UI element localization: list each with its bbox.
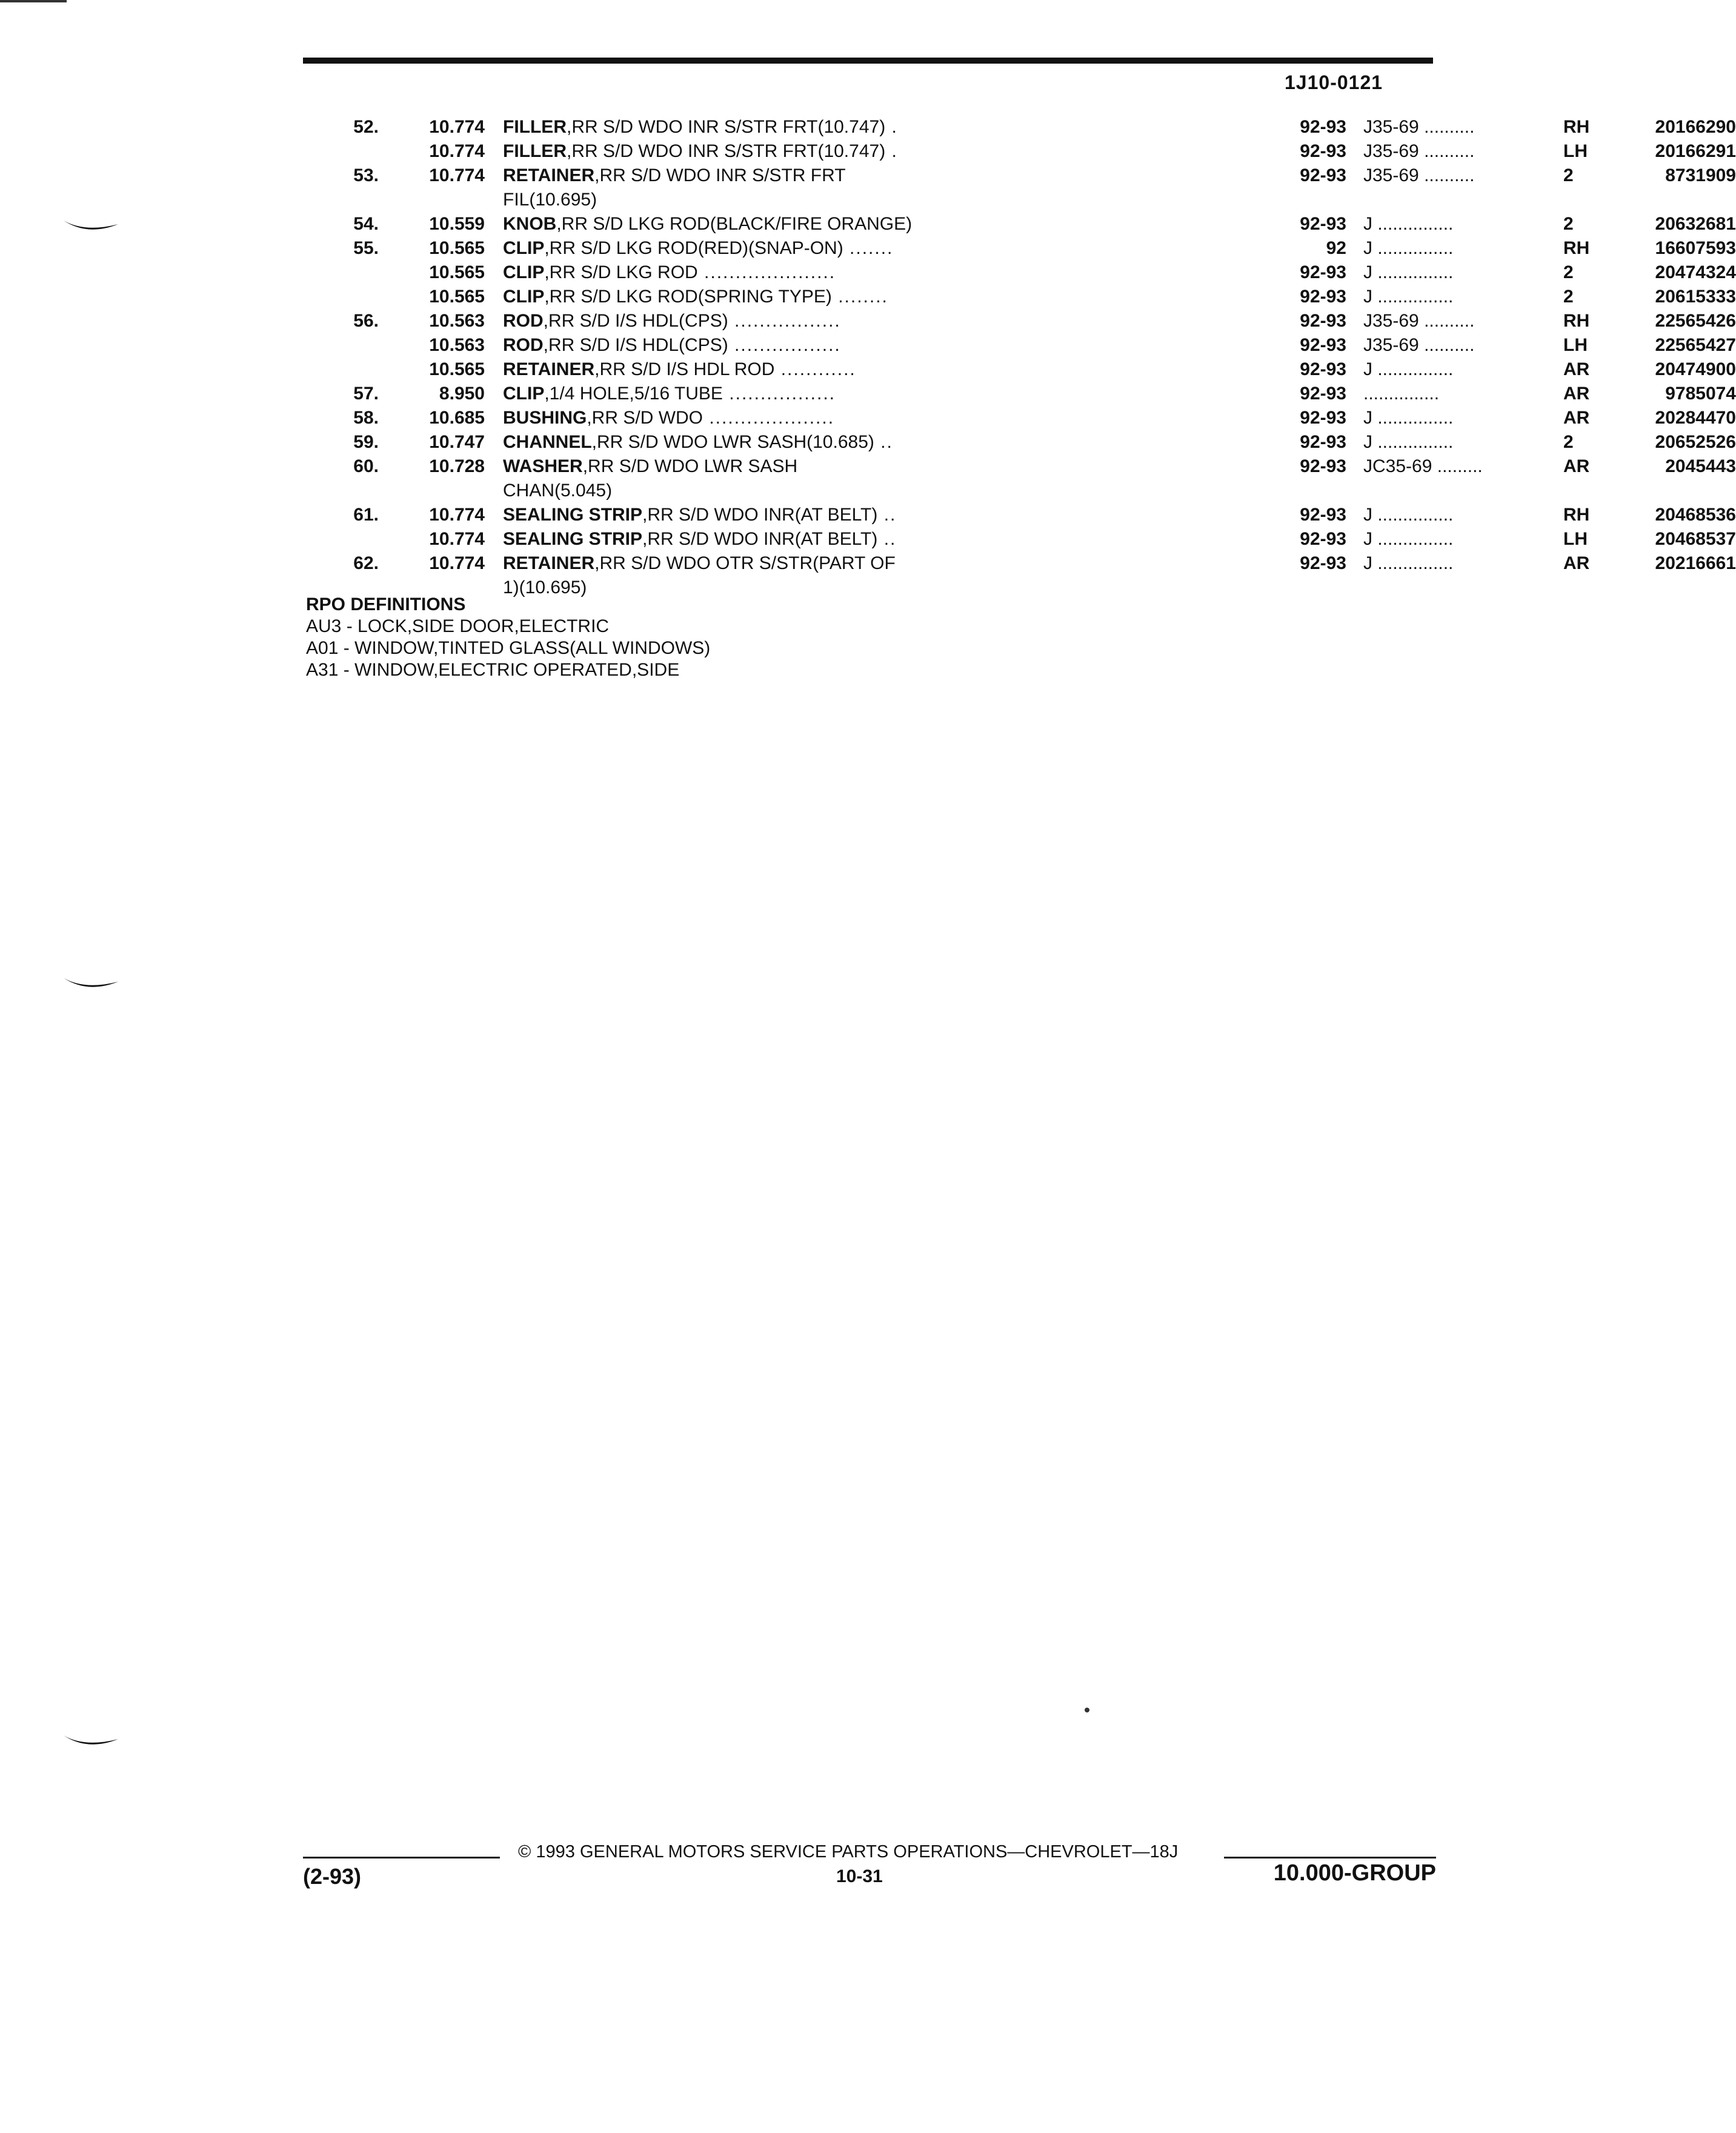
copyright-notice: © 1993 GENERAL MOTORS SERVICE PARTS OPERATIONS—CHEVROLET—18J — [518, 1842, 1179, 1862]
part-number: 16607593 — [1655, 238, 1736, 258]
leader-dots: ................. — [728, 311, 841, 331]
part-description: ,RR S/D LKG ROD(SPRING TYPE) — [544, 287, 832, 307]
quantity: LH — [1563, 529, 1588, 549]
description — [503, 164, 1279, 188]
model-year: 92-93 — [1300, 456, 1346, 476]
table-row — [303, 261, 1736, 285]
footer-rule-right — [1224, 1857, 1436, 1858]
part-description: ,RR S/D WDO LWR SASH — [582, 456, 798, 476]
binder-hole-mark-icon — [61, 1733, 121, 1751]
group-number: 8.950 — [439, 384, 485, 404]
leader-dots: .. — [874, 432, 893, 452]
table-row — [303, 430, 1736, 454]
model-year: 92-93 — [1300, 117, 1346, 137]
part-description: FIL(10.695) — [503, 190, 597, 210]
part-number: 20632681 — [1655, 214, 1736, 234]
quantity: AR — [1563, 384, 1590, 404]
part-number: 20474324 — [1655, 262, 1736, 282]
part-description: ,RR S/D I/S HDL(CPS) — [543, 311, 728, 331]
quantity: AR — [1563, 553, 1590, 573]
group-number: 10.565 — [429, 359, 485, 379]
model-year: 92-93 — [1300, 359, 1346, 379]
model-year: 92-93 — [1300, 384, 1346, 404]
part-description: ,RR S/D LKG ROD(BLACK/FIRE ORANGE) — [556, 214, 913, 234]
description — [503, 430, 1279, 454]
table-row — [303, 527, 1736, 551]
description — [503, 188, 1279, 212]
part-description: ,RR S/D LKG ROD — [544, 262, 698, 282]
part-name: RETAINER — [503, 165, 595, 185]
part-name: CLIP — [503, 384, 545, 404]
edition-date: (2-93) — [303, 1864, 362, 1889]
group-number: 10.563 — [429, 335, 485, 355]
leader-dots: ....... — [843, 238, 894, 258]
model-code: J35-69 .......... — [1363, 117, 1475, 137]
part-description: ,RR S/D WDO INR S/STR FRT(10.747) — [567, 117, 886, 137]
group-number: 10.774 — [429, 117, 485, 137]
model-code: J ............... — [1363, 262, 1454, 282]
part-name: CLIP — [503, 238, 545, 258]
model-year: 92-93 — [1300, 553, 1346, 573]
part-description: ,RR S/D WDO INR S/STR FRT(10.747) — [567, 141, 886, 161]
model-code: JC35-69 ......... — [1363, 456, 1483, 476]
part-number: 20216661 — [1655, 553, 1736, 573]
group-number: 10.728 — [429, 456, 485, 476]
part-description: ,RR S/D WDO LWR SASH(10.685) — [591, 432, 874, 452]
rpo-line: AU3 - LOCK,SIDE DOOR,ELECTRIC — [306, 616, 610, 636]
group-number: 10.774 — [429, 165, 485, 185]
quantity: RH — [1563, 238, 1590, 258]
group-number: 10.685 — [429, 408, 485, 428]
quantity: 2 — [1563, 214, 1574, 234]
item-number: 58. — [353, 408, 379, 428]
description — [503, 333, 1279, 358]
description — [503, 358, 1279, 382]
part-description: ,RR S/D WDO OTR S/STR(PART OF — [594, 553, 896, 573]
part-number: 20652526 — [1655, 432, 1736, 452]
item-number: 56. — [353, 311, 379, 331]
model-year: 92-93 — [1300, 165, 1346, 185]
part-number: 20468537 — [1655, 529, 1736, 549]
group-number: 10.774 — [429, 529, 485, 549]
table-row — [303, 212, 1736, 236]
model-year: 92-93 — [1300, 505, 1346, 525]
part-name: ROD — [503, 335, 544, 355]
table-row — [303, 164, 1736, 188]
item-number: 62. — [353, 553, 379, 573]
header-rule — [303, 58, 1433, 64]
model-code: J ............... — [1363, 505, 1454, 525]
item-number: 54. — [353, 214, 379, 234]
description — [503, 503, 1279, 527]
group-label: 10.000-GROUP — [1273, 1860, 1436, 1886]
table-row — [303, 551, 1736, 576]
part-name: KNOB — [503, 214, 557, 234]
part-number: 9785074 — [1665, 384, 1736, 404]
model-code: J ............... — [1363, 238, 1454, 258]
table-row — [303, 309, 1736, 333]
rpo-title: RPO DEFINITIONS — [306, 594, 466, 614]
model-code: J ............... — [1363, 359, 1454, 379]
group-number: 10.565 — [429, 262, 485, 282]
rpo-line: A31 - WINDOW,ELECTRIC OPERATED,SIDE — [306, 660, 680, 680]
part-description: CHAN(5.045) — [503, 481, 613, 501]
table-row-continuation — [303, 479, 1436, 503]
table-row — [303, 139, 1736, 164]
model-code: J ............... — [1363, 432, 1454, 452]
item-number: 55. — [353, 238, 379, 258]
item-number: 53. — [353, 165, 379, 185]
part-description: ,1/4 HOLE,5/16 TUBE — [544, 384, 723, 404]
part-name: SEALING STRIP — [503, 505, 643, 525]
description — [503, 261, 1279, 285]
model-code: J ............... — [1363, 529, 1454, 549]
model-code: J35-69 .......... — [1363, 141, 1475, 161]
table-row — [303, 406, 1736, 430]
item-number: 61. — [353, 505, 379, 525]
table-row — [303, 454, 1736, 479]
part-number: 22565427 — [1655, 335, 1736, 355]
part-description: ,RR S/D WDO INR(AT BELT) — [642, 529, 878, 549]
part-description: ,RR S/D I/S HDL ROD — [594, 359, 775, 379]
item-number: 57. — [353, 384, 379, 404]
description — [503, 285, 1279, 309]
part-number: 20166290 — [1655, 117, 1736, 137]
part-name: CLIP — [503, 262, 545, 282]
part-description: 1)(10.695) — [503, 577, 587, 597]
document-id: 1J10-0121 — [1285, 72, 1383, 93]
group-number: 10.563 — [429, 311, 485, 331]
group-number: 10.565 — [429, 238, 485, 258]
leader-dots: ............ — [774, 359, 856, 379]
part-name: FILLER — [503, 117, 567, 137]
quantity: RH — [1563, 505, 1590, 525]
group-number: 10.774 — [429, 553, 485, 573]
description — [503, 212, 1279, 236]
part-description: ,RR S/D WDO INR(AT BELT) — [642, 505, 878, 525]
model-code: J ............... — [1363, 408, 1454, 428]
model-year: 92-93 — [1300, 529, 1346, 549]
part-description: ,RR S/D WDO INR S/STR FRT — [594, 165, 846, 185]
group-number: 10.559 — [429, 214, 485, 234]
group-number: 10.774 — [429, 141, 485, 161]
model-year: 92 — [1326, 238, 1346, 258]
model-code: J ............... — [1363, 287, 1454, 307]
table-row-continuation — [303, 188, 1436, 212]
description — [503, 115, 1279, 139]
leader-dots: ..................... — [697, 262, 836, 282]
quantity: LH — [1563, 141, 1588, 161]
part-description: ,RR S/D LKG ROD(RED)(SNAP-ON) — [544, 238, 843, 258]
description — [503, 479, 1279, 503]
table-row — [303, 358, 1736, 382]
group-number: 10.565 — [429, 287, 485, 307]
table-row — [303, 115, 1736, 139]
table-row — [303, 333, 1736, 358]
model-year: 92-93 — [1300, 287, 1346, 307]
model-code: J35-69 .......... — [1363, 311, 1475, 331]
model-year: 92-93 — [1300, 432, 1346, 452]
quantity: LH — [1563, 335, 1588, 355]
part-name: CHANNEL — [503, 432, 592, 452]
part-name: SEALING STRIP — [503, 529, 643, 549]
description — [503, 406, 1279, 430]
corner-rule — [0, 0, 67, 2]
model-code: ............... — [1363, 384, 1440, 404]
rpo-definitions — [306, 594, 1154, 681]
part-number: 20615333 — [1655, 287, 1736, 307]
quantity: 2 — [1563, 432, 1574, 452]
quantity: 2 — [1563, 262, 1574, 282]
page-footer — [303, 1836, 1436, 1897]
footer-rule-left — [303, 1857, 500, 1858]
quantity: AR — [1563, 456, 1590, 476]
item-number: 52. — [353, 117, 379, 137]
table-row — [303, 382, 1736, 406]
rpo-line: A01 - WINDOW,TINTED GLASS(ALL WINDOWS) — [306, 638, 711, 658]
binder-hole-mark-icon — [61, 218, 121, 236]
part-name: ROD — [503, 311, 544, 331]
part-name: CLIP — [503, 287, 545, 307]
item-number: 60. — [353, 456, 379, 476]
part-number: 8731909 — [1665, 165, 1736, 185]
model-code: J ............... — [1363, 553, 1454, 573]
part-number: 20474900 — [1655, 359, 1736, 379]
leader-dots: ................. — [728, 335, 841, 355]
leader-dots: .. — [877, 529, 897, 549]
part-number: 20468536 — [1655, 505, 1736, 525]
leader-dots: . — [885, 141, 898, 161]
part-name: FILLER — [503, 141, 567, 161]
quantity: 2 — [1563, 165, 1574, 185]
description — [503, 139, 1279, 164]
description — [503, 551, 1279, 576]
model-code: J ............... — [1363, 214, 1454, 234]
table-row — [303, 236, 1736, 261]
item-number: 59. — [353, 432, 379, 452]
model-code: J35-69 .......... — [1363, 165, 1475, 185]
quantity: RH — [1563, 117, 1590, 137]
description — [503, 382, 1279, 406]
quantity: AR — [1563, 408, 1590, 428]
part-number: 20166291 — [1655, 141, 1736, 161]
print-speck — [1085, 1708, 1089, 1712]
part-number: 2045443 — [1665, 456, 1736, 476]
description — [503, 454, 1279, 479]
group-number: 10.774 — [429, 505, 485, 525]
description — [503, 527, 1279, 551]
part-number: 20284470 — [1655, 408, 1736, 428]
leader-dots: .. — [877, 505, 897, 525]
binder-hole-mark-icon — [61, 976, 121, 994]
leader-dots: .................... — [703, 408, 835, 428]
description — [503, 309, 1279, 333]
part-name: RETAINER — [503, 553, 595, 573]
table-row — [303, 285, 1736, 309]
model-year: 92-93 — [1300, 262, 1346, 282]
model-code: J35-69 .......... — [1363, 335, 1475, 355]
part-name: WASHER — [503, 456, 583, 476]
leader-dots: ........ — [831, 287, 888, 307]
part-description: ,RR S/D WDO — [587, 408, 703, 428]
model-year: 92-93 — [1300, 408, 1346, 428]
quantity: RH — [1563, 311, 1590, 331]
parts-list — [303, 115, 1736, 600]
part-name: BUSHING — [503, 408, 587, 428]
part-number: 22565426 — [1655, 311, 1736, 331]
group-number: 10.747 — [429, 432, 485, 452]
leader-dots: ................. — [722, 384, 836, 404]
leader-dots: . — [885, 117, 898, 137]
quantity: 2 — [1563, 287, 1574, 307]
part-description: ,RR S/D I/S HDL(CPS) — [543, 335, 728, 355]
model-year: 92-93 — [1300, 335, 1346, 355]
model-year: 92-93 — [1300, 214, 1346, 234]
part-name: RETAINER — [503, 359, 595, 379]
model-year: 92-93 — [1300, 141, 1346, 161]
page-number: 10-31 — [836, 1866, 883, 1886]
quantity: AR — [1563, 359, 1590, 379]
table-row — [303, 503, 1736, 527]
model-year: 92-93 — [1300, 311, 1346, 331]
description — [503, 236, 1279, 261]
